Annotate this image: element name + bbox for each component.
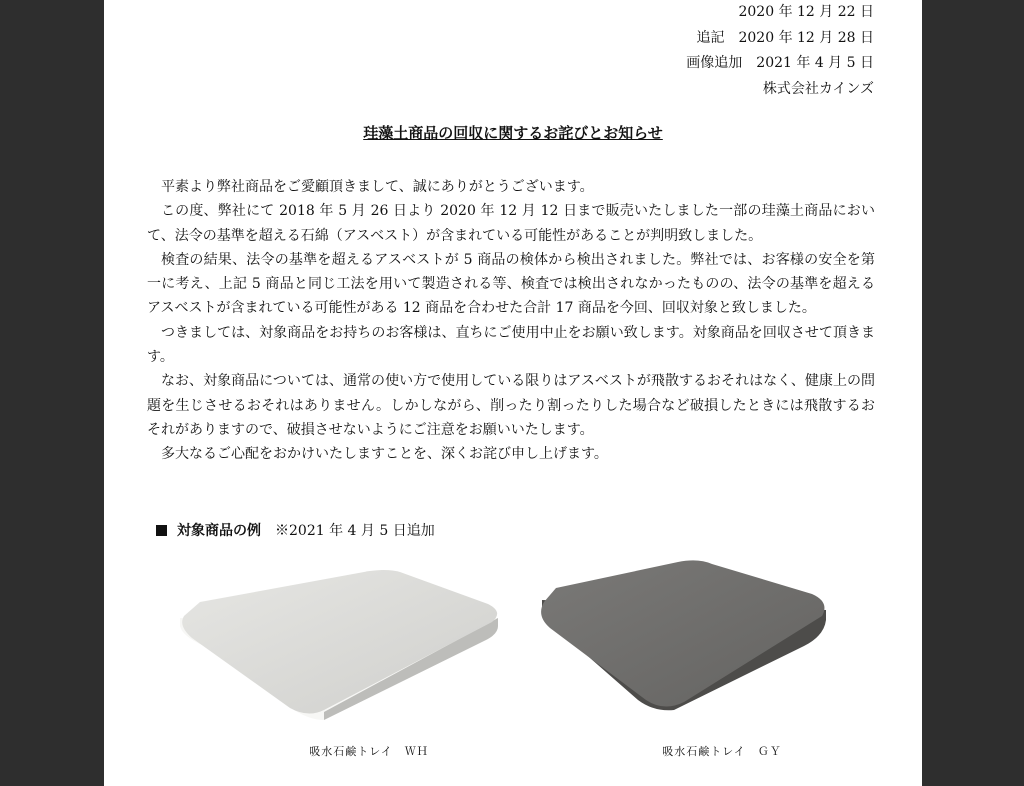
paragraph: なお、対象商品については、通常の使い方で使用している限りはアスベストが飛散するおそれはなく、健康上の問題を生じさせるおそれはありません。しかしながら、削ったり割ったりした場合など破損したときには飛散するおそれがありますので、破損させないようにご注意をお願いいたします。 bbox=[147, 373, 875, 438]
paragraph: この度、弊社にて 2018 年 5 月 26 日より 2020 年 12 月 12 日まで販売いたしました一部の珪藻土商品において、法令の基準を超える石綿（アスベスト）が含まれている可能性があることが判明致しました。 bbox=[147, 203, 875, 244]
company-name: 株式会社カインズ bbox=[762, 80, 874, 97]
body-text bbox=[147, 175, 875, 467]
document-title: 珪藻土商品の回収に関するお詫びとお知らせ bbox=[363, 124, 663, 142]
paragraph: つきましては、対象商品をお持ちのお客様は、直ちにご使用中止をお願い致します。対象商品を回収させて頂きます。 bbox=[147, 324, 875, 366]
square-bullet-icon bbox=[156, 525, 167, 536]
issue-date: 2020 年 12 月 22 日 bbox=[738, 4, 874, 20]
image-added-date: 画像追加 2021 年 4 月 5 日 bbox=[686, 55, 874, 71]
product-caption-gy: 吸水石鹸トレイ ＧＹ bbox=[662, 745, 782, 758]
section-note: ※2021 年 4 月 5 日追加 bbox=[275, 523, 435, 539]
section-heading bbox=[156, 520, 435, 540]
paragraph: 検査の結果、法令の基準を超えるアスベストが 5 商品の検体から検出されました。弊社では、お客様の安全を第一に考え、上記 5 商品と同じ工法を用いて製造される等、検査では検出されなかったものの、法令の基準を超えるアスベストが含まれている可能性がある 12 商品を合わせた合計 17 商品を今回、回収対象と致しました。 bbox=[147, 251, 875, 317]
document-page bbox=[104, 0, 922, 786]
paragraph: 平素より弊社商品をご愛顧頂きまして、誠にありがとうございます。 bbox=[161, 179, 594, 195]
paragraph: 多大なるご心配をおかけいたしますことを、深くお詫び申し上げます。 bbox=[161, 446, 608, 463]
header-block bbox=[686, 0, 874, 102]
product-caption-wh: 吸水石鹸トレイ ＷＨ bbox=[309, 745, 429, 758]
addendum-date: 追記 2020 年 12 月 28 日 bbox=[696, 29, 874, 46]
section-heading-label: 対象商品の例 bbox=[177, 523, 261, 539]
